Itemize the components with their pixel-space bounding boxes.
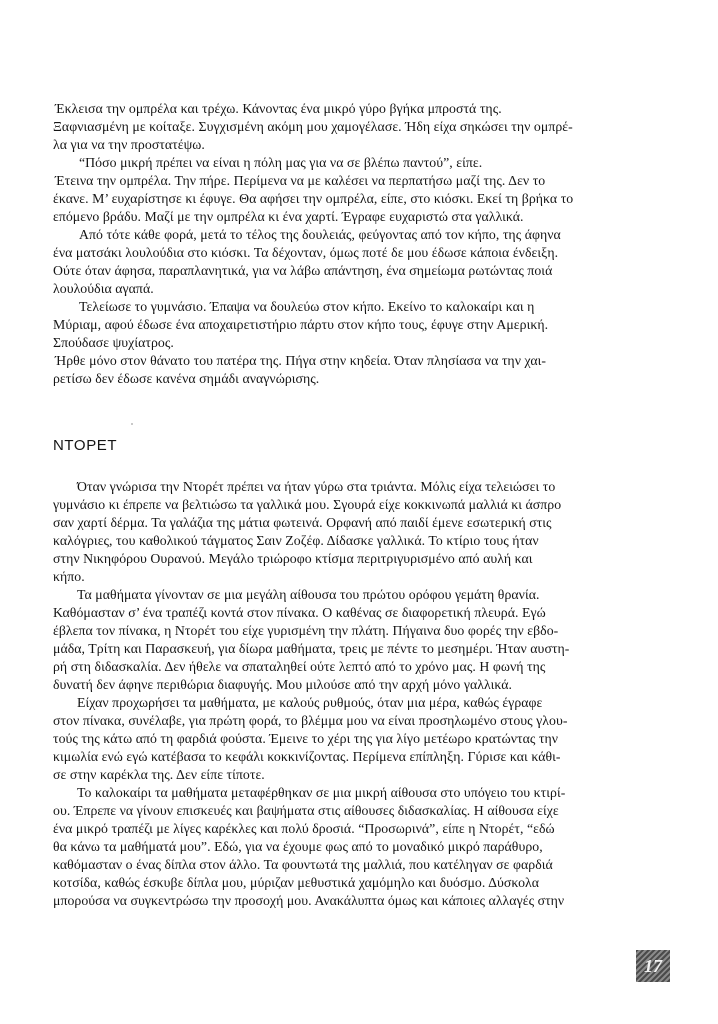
text-line: Από τότε κάθε φορά, μετά το τέλος της δουλειάς, φεύγοντας από τον κήπο, της άφηνα (79, 227, 561, 242)
text-line: Σπούδασε ψυχίατρος. (53, 335, 174, 350)
page-number: 17 (636, 950, 670, 982)
text-line: καλόγριες, του καθολικού τάγματος Σαιν Ζοζέφ. Δίδασκε γαλλικά. Το κτίριο τους ήταν (53, 533, 539, 548)
text-line: ρετίσω δεν έδωσε κανένα σημάδι αναγνώρισης. (53, 371, 320, 386)
text-line: κιμωλία ενώ εγώ κατέβασα το κεφάλι κοκκινίζοντας. Περίμενα επίπληξη. Γύρισε και κάθι- (53, 749, 561, 764)
text-line: Καθόμασταν σ’ ένα τραπέζι κοντά στον πίνακα. Ο καθένας σε διαφορετική πλευρά. Εγώ (53, 605, 546, 620)
text-line: Μύριαμ, αφού έδωσε ένα αποχαιρετιστήριο πάρτυ στον κήπο τους, έφυγε στην Αμερική. (53, 317, 549, 332)
text-line: Ούτε όταν άφησα, παραπλανητικά, για να λάβω απάντηση, ένα σημείωμα ρωτώντας ποιά (53, 263, 553, 278)
section-heading: ΝΤΟΡΕΤ (53, 437, 118, 454)
text-line: Ήρθε μόνο στον θάνατο του πατέρα της. Πήγα στην κηδεία. Όταν πλησίασα να την χαι- (55, 353, 547, 368)
text-line: επόμενο βράδυ. Μαζί με την ομπρέλα κι ένα χαρτί. Έγραφε ευχαριστώ στα γαλλικά. (53, 209, 524, 224)
text-line: ρή στη διδασκαλία. Δεν ήθελε να σπαταληθεί ούτε λεπτό από το χρόνο μας. Η φωνή της (53, 659, 546, 674)
text-line: μπορούσα να συγκεντρώσω την προσοχή μου. Ανακάλυπτα όμως και κάποιες αλλαγές στην (53, 893, 565, 908)
text-line: δυνατή δεν άφηνε περιθώρια διαφυγής. Μου μιλούσε από την αρχή μόνο γαλλικά. (53, 677, 513, 692)
text-line: Έτεινα την ομπρέλα. Την πήρε. Περίμενα να με καλέσει να περπατήσω μαζί της. Δεν το (55, 173, 546, 188)
text-line: Τελείωσε το γυμνάσιο. Έπαψα να δουλεύω στον κήπο. Εκείνο το καλοκαίρι και η (79, 299, 535, 314)
text-line: τούς της κάτω από τη φαρδιά φούστα. Έμεινε το χέρι της για λίγο μετέωρο κρατώντας την (53, 731, 559, 746)
text-line: κοτσίδα, καθώς έσκυβε δίπλα μου, μύριζαν μεθυστικά χαμόμηλο και δυόσμο. Δύσκολα (53, 875, 540, 890)
text-line: στον πίνακα, συνέλαβε, για πρώτη φορά, το βλέμμα μου να είναι προσηλωμένο στους γλου- (53, 713, 568, 728)
text-line: Όταν γνώρισα την Ντορέτ πρέπει να ήταν γύρω στα τριάντα. Μόλις είχα τελειώσει το (77, 479, 556, 494)
text-line: λουλούδια αγαπά. (53, 281, 154, 296)
text-line: λα για να την προστατέψω. (53, 137, 205, 152)
text-line: Τα μαθήματα γίνονταν σε μια μεγάλη αίθουσα του πρώτου ορόφου γεμάτη θρανία. (77, 587, 540, 602)
text-line: σε στην καρέκλα της. Δεν είπε τίποτε. (53, 767, 265, 782)
text-line: έβλεπα τον πίνακα, η Ντορέτ του είχε γυρισμένη την πλάτη. Πήγαινα δυο φορές την εβδο- (53, 623, 559, 638)
text-line: θα κάνω τα μαθήματά μου”. Εδώ, για να έχουμε φως από το μοναδικό μικρό παράθυρο, (53, 839, 543, 854)
text-line: ου. Έπρεπε να γίνουν επισκευές και βαψήματα στις αίθουσες διδασκαλίας. Η αίθουσα είχε (53, 803, 559, 818)
text-line: κήπο. (53, 569, 85, 584)
text-line: ένα ματσάκι λουλούδια στο κιόσκι. Τα δέχονταν, όμως ποτέ δε μου έδωσε κάποια ένδειξη. (53, 245, 559, 260)
text-line: Το καλοκαίρι τα μαθήματα μεταφέρθηκαν σε μια μικρή αίθουσα στο υπόγειο του κτιρί- (77, 785, 566, 800)
text-line: Είχαν προχωρήσει τα μαθήματα, με καλούς ρυθμούς, όταν μια μέρα, καθώς έγραφε (77, 695, 543, 710)
text-line: Έκλεισα την ομπρέλα και τρέχω. Κάνοντας ένα μικρό γύρο βγήκα μπροστά της. (55, 101, 502, 116)
text-line: γυμνάσιο κι έπρεπε να βελτιώσω τα γαλλικά μου. Σγουρά είχε κοκκινωπά μαλλιά κι άσπρο (53, 497, 562, 512)
text-line: σαν χαρτί δέρμα. Τα γαλάζια της μάτια φωτεινά. Ορφανή από παιδί έμενε εσωτερική στις (53, 515, 552, 530)
text-line: “Πόσο μικρή πρέπει να είναι η πόλη μας για να σε βλέπω παντού”, είπε. (79, 155, 483, 170)
text-line: ένα μικρό τραπέζι με λίγες καρέκλες και πολύ δροσιά. “Προσωρινά”, είπε η Ντορέτ, “εδώ (53, 821, 555, 836)
text-line: Ξαφνιασμένη με κοίταξε. Συγχισμένη ακόμη μου χαμογέλασε. Ήδη είχα σηκώσει την ομπρέ- (53, 119, 573, 134)
text-line: μάδα, Τρίτη και Παρασκευή, για δίωρα μαθήματα, τρεις με πέντε το μεσημέρι. Ήταν αυστη- (53, 641, 570, 656)
text-line: έκανε. Μ’ ευχαρίστησε κι έφυγε. Θα αφήσει την ομπρέλα, είπε, στο κιόσκι. Εκεί τη βρήκα το (53, 191, 574, 206)
scan-speck (131, 423, 133, 425)
text-line: στην Νικηφόρου Ουρανού. Μεγάλο τριώροφο κτίσμα περιτριγυρισμένο από αυλή και (53, 551, 533, 566)
text-line: καθόμασταν ο ένας δίπλα στον άλλο. Τα φουντωτά της μαλλιά, που κατέληγαν σε φαρδιά (53, 857, 553, 872)
